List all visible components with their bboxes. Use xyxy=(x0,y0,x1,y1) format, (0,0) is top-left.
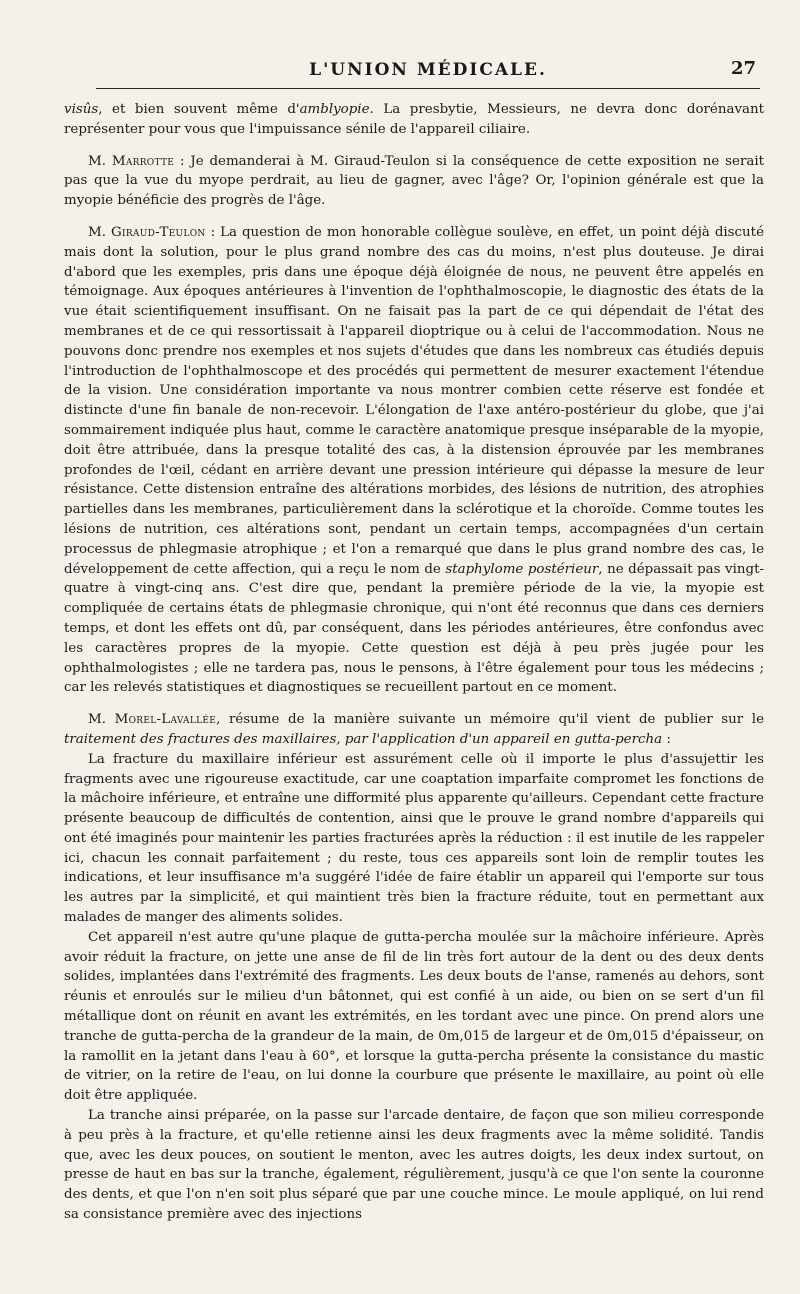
text-segment: La fracture du maxillaire inférieur est assurément celle où il importe le plus d'assujettir les fragments avec une rigoureuse exactitude, car une coaptation imparfaite compromet les fonctions de la mâchoire inférieure, et entraîne une difformité plus apparente qu'ailleurs. Cependant cette fracture présente beaucoup de difficultés de contention, ainsi que le prouve le grand nombre d'appareils qui ont été imaginés pour maintenir les parties fracturées après la réduction : il est inutile de les rappeler ici, chacun les connait parfaitement ; du reste, tous ces appareils sont loin de remplir toutes les indications, et leur insuffisance m'a suggéré l'idée de faire établir un appareil qui l'emporte sur tous les autres par la simplicité, et qui maintient très bien la fracture réduite, tout en permettant aux malades de manger des aliments solides. xyxy=(64,751,764,926)
speaker-name: Marrotte xyxy=(111,153,175,169)
paragraph-appareil xyxy=(64,928,764,1106)
paragraph-presbytie xyxy=(64,100,764,140)
text-segment: : La question de mon honorable collègue soulève, en effet, un point déjà discuté mais dont la solution, pour le plus grand nombre des cas du moins, n'est plus douteuse. Je dirai d'abord que les exemples, pris dans une époque déjà éloignée de nous, ne peuvent être appelés en témoignage. Aux époques antérieures à l'invention de l'ophthalmoscopie, le diagnostic des états de la vue était scientifiquement insuffisant. On ne faisait pas la part de ce qui dépendait de l'état des membranes et de ce qui ressortissait à l'appareil dioptrique ou à celui de l'accommodation. Nous ne pouvons donc prendre nos exemples et nos sujets d'études que dans les nombreux cas étudiés depuis l'introduction de l'ophthalmoscope et des procédés qui permettent de mesurer exactement l'étendue de la vision. Une considération importante va nous montrer combien cette réserve est fondée et distincte d'une fin banale de non-recevoir. L'élongation de l'axe antéro-postérieur du globe, que j'ai sommairement indiquée plus haut, comme le caractère anatomique presque inséparable de la myopie, doit être attribuée, dans la presque totalité des cas, à la distension éprouvée par les membranes profondes de l'œil, cédant en arrière devant une pression intérieure qui dépasse la mesure de leur résistance. Cette distension entraîne des altérations morbides, des lésions de nutrition, des atrophies partielles dans les membranes, particulièrement dans la sclérotique et la choroïde. Comme toutes les lésions de nutrition, ces altérations sont, pendant un certain temps, accompagnées d'un certain processus de phlegmasie atrophique ; et l'on a remarqué que dans le plus grand nombre des cas, le développement de cette affection, qui a reçu le nom de xyxy=(64,224,764,577)
text-segment: , ne dépassait pas vingt-quatre à vingt-cinq ans. C'est dire que, pendant la première période de la vie, la myopie est compliquée de certains états de phlegmasie chronique, qui n'ont été reconnus que dans ces derniers temps, et dont les effets ont dû, par conséquent, dans les périodes antérieures, être confondus avec les caractères propres de la myopie. Cette question est déjà à peu près jugée pour les ophthalmologistes ; elle ne tardera pas, nous le pensons, à l'être également pour tous les médecins ; car les relevés statistiques et diagnostiques se recueillent partout en ce moment. xyxy=(64,561,764,696)
paragraph-fracture xyxy=(64,750,764,928)
text-segment: , résume de la manière suivante un mémoire qu'il vient de publier sur le xyxy=(216,712,764,728)
article-body xyxy=(64,100,764,1225)
text-segment: visûs xyxy=(64,102,99,117)
text-segment: : Je demanderai à M. Giraud-Teulon si la conséquence de cette exposition ne serait pas que la vue du myope perdrait, au lieu de gagner, avec l'âge? Or, l'opinion générale est que la myopie bénéficie des progrès de l'âge. xyxy=(64,153,764,209)
paragraph-giraud-teulon xyxy=(64,223,764,698)
text-segment: traitement des fractures des maxillaires, par l'application d'un appareil en gutta-percha xyxy=(64,731,663,747)
text-segment: : xyxy=(662,731,671,747)
speaker-name: Giraud-Teulon xyxy=(110,224,206,240)
paragraph-marrotte xyxy=(64,152,764,211)
paragraph-tranche xyxy=(64,1106,764,1225)
page-number: 27 xyxy=(730,58,756,79)
paragraph-morel-lavallee xyxy=(64,710,764,750)
speaker-prefix: M. xyxy=(88,153,112,169)
text-segment: amblyopie xyxy=(299,102,370,117)
text-segment: , et bien souvent même d' xyxy=(98,102,300,117)
speaker-prefix: M. xyxy=(88,224,111,240)
speaker-name: Morel-Lavallée xyxy=(114,712,217,728)
text-segment: Cet appareil n'est autre qu'une plaque de gutta-percha moulée sur la mâchoire inférieure. Après avoir réduit la fracture, on jette une anse de fil de lin très fort autour de la dent ou des deux dents solides, implantées dans l'extrémité des fragments. Les deux bouts de l'anse, ramenés au dehors, sont réunis et enroulés sur le milieu d'un bâtonnet, qui est confié à un aide, ou bien on se sert d'un fil métallique dont on réunit en avant les extrémités, en les tordant avec une pince. On prend alors une tranche de gutta-percha de la grandeur de la main, de 0m,015 de largeur et de 0m,015 d'épaisseur, on la ramollit en la jetant dans l'eau à 60°, et lorsque la gutta-percha présente la consistance du mastic de vitrier, on la retire de l'eau, on lui donne la courbure que présente le maxillaire, au point où elle doit être appliquée. xyxy=(64,929,764,1104)
speaker-prefix: M. xyxy=(88,712,115,728)
text-segment: La tranche ainsi préparée, on la passe sur l'arcade dentaire, de façon que son milieu corresponde à peu près à la fracture, et qu'elle retienne ainsi les deux fragments avec la même solidité. Tandis que, avec les deux pouces, on soutient le menton, avec les autres doigts, les deux index surtout, on presse de haut en bas sur la tranche, également, régulièrement, jusqu'à ce que l'on sente la couronne des dents, et que l'on n'en soit plus séparé que par une couche mince. Le moule appliqué, on lui rend sa consistance première avec des injections xyxy=(64,1108,764,1223)
running-title: L'UNION MÉDICALE. xyxy=(309,60,547,80)
text-segment: . La presbytie, Messieurs, ne devra donc dorénavant représenter pour vous que l'impuissance sénile de l'appareil ciliaire. xyxy=(64,102,764,137)
text-segment: staphylome postérieur xyxy=(445,561,599,577)
page-header xyxy=(96,58,760,89)
